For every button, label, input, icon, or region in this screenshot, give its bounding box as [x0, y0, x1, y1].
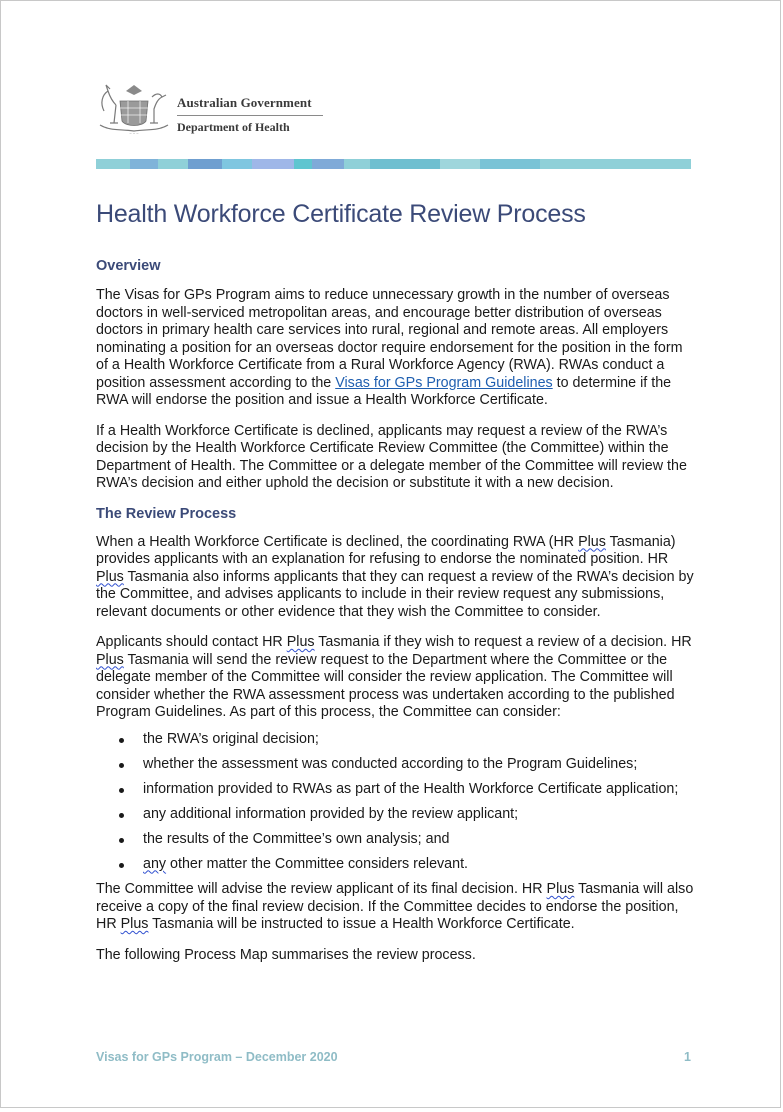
review-process-heading: The Review Process — [96, 505, 237, 522]
band-segment — [540, 159, 691, 169]
considerations-list — [96, 731, 696, 874]
band-segment — [480, 159, 540, 169]
band-segment — [96, 159, 130, 169]
text-run: The Committee will advise the review applicant of its final decision. HR — [96, 881, 547, 897]
overview-heading: Overview — [96, 258, 161, 274]
list-item: whether the assessment was conducted according to the Program Guidelines; — [96, 756, 696, 774]
guidelines-link[interactable]: Visas for GPs Program Guidelines — [335, 374, 553, 391]
band-segment — [294, 159, 312, 169]
page-title: Health Workforce Certificate Review Process — [96, 200, 586, 228]
document-body — [96, 257, 696, 977]
page-number: 1 — [684, 1050, 691, 1064]
band-segment — [158, 159, 188, 169]
band-segment — [130, 159, 158, 169]
band-segment — [440, 159, 480, 169]
text-run: When a Health Workforce Certificate is declined, the coordinating RWA (HR — [96, 533, 579, 550]
spellcheck-word: Plus — [286, 634, 315, 650]
list-item: any additional information provided by the review applicant; — [96, 806, 696, 824]
text-run: Tasmania if they wish to request a review of a decision. HR — [314, 634, 692, 650]
spellcheck-word: Plus — [96, 651, 124, 668]
review-paragraph-4: The following Process Map summarises the review process. — [96, 946, 476, 963]
logo-divider — [177, 115, 323, 116]
list-item: the RWA’s original decision; — [96, 731, 696, 749]
text-run: Applicants should contact HR — [96, 634, 287, 650]
text-run: Tasmania will be instructed to issue a Health Workforce Certificate. — [148, 916, 575, 932]
review-paragraph-3 — [96, 881, 696, 934]
band-segment — [344, 159, 370, 169]
logo-wordmark — [177, 95, 323, 135]
spellcheck-word: Plus — [578, 533, 606, 550]
spellcheck-word: any — [143, 855, 167, 872]
band-segment — [188, 159, 222, 169]
review-paragraph-1 — [96, 534, 696, 622]
list-item: information provided to RWAs as part of the Health Workforce Certificate application; — [96, 781, 696, 799]
footer-text: Visas for GPs Program – December 2020 — [96, 1050, 338, 1064]
text-run: The Visas for GPs Program aims to reduce unnecessary growth in the number of overseas doctors in well-serviced metropolitan areas, and encourage better distribution of overseas doctors in primary health care services into rural, regional and remote areas. All employers nominating a position for an overseas doctor require endorsement for the position in the form of a Health Workforce Certificate from a Rural Workforce Agency (RWA). RWAs conduct a position assessment according to the — [96, 287, 683, 391]
spellcheck-word: Plus — [120, 916, 149, 932]
spellcheck-word: Plus — [546, 881, 575, 897]
text-run: other matter the Committee considers relevant. — [166, 855, 469, 872]
spellcheck-word: Plus — [96, 568, 124, 585]
svg-text:~ ~ ~: ~ ~ ~ — [129, 131, 139, 136]
overview-paragraph-1 — [96, 287, 696, 410]
text-run: to determine if the RWA will endorse the position and issue a Health Workforce Certificate. — [96, 374, 672, 408]
band-segment — [312, 159, 344, 169]
band-segment — [370, 159, 440, 169]
overview-paragraph-2: If a Health Workforce Certificate is declined, applicants may request a review of the RWA’s decision by the Health Workforce Certificate Review Committee (the Committee) within the Department of Health. The Committee or a delegate member of the Committee will review the RWA’s decision and either uphold the decision or substitute it with a new decision. — [96, 422, 687, 491]
header-color-band — [96, 159, 691, 169]
band-segment — [222, 159, 252, 169]
coat-of-arms-icon — [96, 81, 172, 137]
logo-org-line2: Department of Health — [177, 120, 290, 134]
text-run: Tasmania will also receive a copy of the final review decision. If the Committee decides to endorse the position, HR — [96, 881, 694, 932]
band-segment — [252, 159, 294, 169]
text-run: Tasmania also informs applicants that they can request a review of the RWA’s decision by the Committee, and advises applicants to include in their review request any submissions, relevant documents or other evidence that they wish the Committee to consider. — [96, 568, 694, 620]
government-logo — [96, 81, 336, 141]
list-item: the results of the Committee’s own analysis; and — [96, 831, 696, 849]
list-item — [96, 856, 696, 874]
text-run: Tasmania) provides applicants with an explanation for refusing to endorse the nominated position. HR — [96, 533, 676, 567]
text-run: Tasmania will send the review request to the Department where the Committee or the delegate member of the Committee will consider the review application. The Committee will consider whether the RWA assessment process was undertaken according to the published Program Guidelines. As part of this process, the Committee can consider: — [96, 651, 675, 720]
review-paragraph-2 — [96, 634, 696, 722]
logo-org-line1: Australian Government — [177, 95, 312, 110]
